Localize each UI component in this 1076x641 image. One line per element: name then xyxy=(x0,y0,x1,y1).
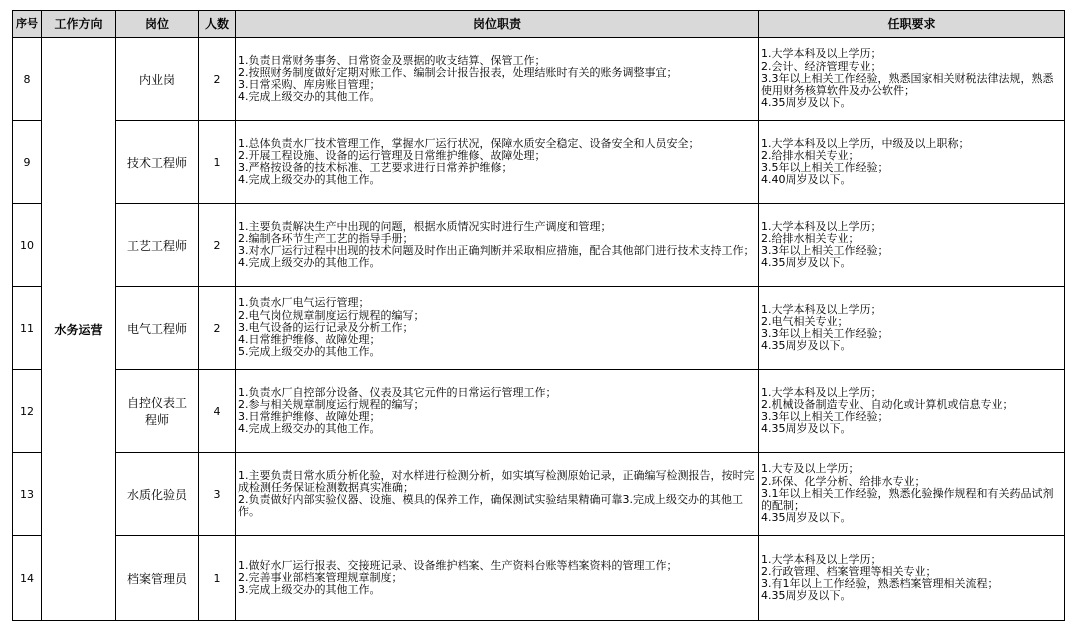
requirement-line: 2.机械设备制造专业、自动化或计算机或信息专业； xyxy=(761,397,1014,411)
duty-line: 3.日常维护维修、故障处理； xyxy=(238,410,381,423)
duty-line: 2.完善事业部档案管理规章制度； xyxy=(238,570,403,584)
row-duties xyxy=(236,121,759,204)
row-duties xyxy=(236,453,759,536)
requirement-line: 3.3年以上相关工作经验； xyxy=(761,244,889,257)
duty-line: 3.对水厂运行过程中出现的技术问题及时作出正确判断并采取相应措施，配合其他部门进行技术支持工作； xyxy=(238,244,755,257)
duty-line: 1.主要负责日常水质分析化验，对水样进行检测分析，如实填写检测原始记录，正确编写检测报告，按时完成检测任务保证检测数据真实准确； xyxy=(238,468,755,494)
duty-line: 1.负责水厂电气运行管理； xyxy=(238,296,370,310)
requirement-line: 2.行政管理、档案管理等相关专业； xyxy=(761,564,937,578)
requirement-line: 4.35周岁及以下。 xyxy=(761,96,852,110)
requirement-line: 1.大学本科及以上学历； xyxy=(761,385,882,399)
requirement-line: 3.3年以上相关工作经验； xyxy=(761,327,889,340)
requirement-line: 1.大学本科及以上学历； xyxy=(761,552,882,566)
requirement-line: 1.大专及以上学历； xyxy=(761,462,860,476)
row-requirements xyxy=(759,536,1065,621)
duty-line: 1.主要负责解决生产中出现的问题，根据水质情况实时进行生产调度和管理； xyxy=(238,219,612,233)
row-index: 10 xyxy=(13,204,42,287)
header-direction: 工作方向 xyxy=(42,11,116,38)
row-position: 内业岗 xyxy=(116,38,199,121)
recruitment-table xyxy=(12,10,1065,621)
requirement-line: 3.3年以上相关工作经验，熟悉国家相关财税法律法规，熟悉使用财务核算软件及办公软件； xyxy=(761,71,1054,98)
requirement-line: 2.电气相关专业； xyxy=(761,314,849,328)
row-index: 13 xyxy=(13,453,42,536)
table-row xyxy=(13,204,1065,287)
duty-line: 4.完成上级交办的其他工作。 xyxy=(238,173,381,187)
header-position: 岗位 xyxy=(116,11,199,38)
row-index: 12 xyxy=(13,370,42,453)
row-position: 水质化验员 xyxy=(116,453,199,536)
row-count: 2 xyxy=(199,287,236,370)
row-duties xyxy=(236,204,759,287)
row-index: 8 xyxy=(13,38,42,121)
requirement-line: 3.1年以上相关工作经验，熟悉化验操作规程和有关药品试剂的配制； xyxy=(761,486,1054,513)
duty-line: 1.负责水厂自控部分设备、仪表及其它元件的日常运行管理工作； xyxy=(238,385,557,399)
requirement-line: 4.35周岁及以下。 xyxy=(761,339,852,353)
requirement-line: 1.大学本科及以上学历，中级及以上职称； xyxy=(761,136,970,150)
duty-line: 4.日常维护维修、故障处理； xyxy=(238,333,381,347)
requirement-line: 3.5年以上相关工作经验； xyxy=(761,161,889,174)
row-position: 自控仪表工程师 xyxy=(116,370,199,453)
row-index: 9 xyxy=(13,121,42,204)
row-duties xyxy=(236,536,759,621)
row-requirements xyxy=(759,287,1065,370)
table-row xyxy=(13,370,1065,453)
row-duties xyxy=(236,38,759,121)
duty-line: 2.开展工程设施、设备的运行管理及日常维护维修、故障处理； xyxy=(238,148,546,162)
row-duties xyxy=(236,287,759,370)
duty-line: 1.做好水厂运行报表、交接班记录、设备维护档案、生产资料台账等档案资料的管理工作； xyxy=(238,558,678,572)
duty-line: 3.日常采购、库房账目管理； xyxy=(238,78,381,91)
row-requirements xyxy=(759,204,1065,287)
requirement-line: 4.35周岁及以下。 xyxy=(761,511,852,525)
duty-line: 5.完成上级交办的其他工作。 xyxy=(238,345,381,359)
duty-line: 3.电气设备的运行记录及分析工作； xyxy=(238,320,414,334)
table-body xyxy=(13,38,1065,621)
requirement-line: 2.给排水相关专业； xyxy=(761,148,860,162)
requirement-line: 4.40周岁及以下。 xyxy=(761,173,852,187)
table-row xyxy=(13,287,1065,370)
requirement-line: 1.大学本科及以上学历； xyxy=(761,302,882,316)
duty-line: 4.完成上级交办的其他工作。 xyxy=(238,422,381,436)
header-index: 序号 xyxy=(13,11,42,38)
table-row xyxy=(13,536,1065,621)
duty-line: 2.参与相关规章制度运行规程的编写； xyxy=(238,397,425,411)
duty-line: 1.总体负责水厂技术管理工作，掌握水厂运行状况，保障水质安全稳定、设备安全和人员安全； xyxy=(238,136,700,150)
duty-line: 3.严格按设备的技术标准、工艺要求进行日常养护维修； xyxy=(238,161,513,174)
row-count: 2 xyxy=(199,204,236,287)
row-position: 技术工程师 xyxy=(116,121,199,204)
header-duties: 岗位职责 xyxy=(236,11,759,38)
row-count: 3 xyxy=(199,453,236,536)
requirement-line: 1.大学本科及以上学历； xyxy=(761,47,882,61)
row-requirements xyxy=(759,121,1065,204)
work-direction-cell: 水务运营 xyxy=(42,38,116,621)
row-count: 1 xyxy=(199,536,236,621)
duty-line: 4.完成上级交办的其他工作。 xyxy=(238,90,381,104)
row-requirements xyxy=(759,370,1065,453)
row-index: 14 xyxy=(13,536,42,621)
duty-line: 2.编制各环节生产工艺的指导手册； xyxy=(238,231,414,245)
row-position: 工艺工程师 xyxy=(116,204,199,287)
duty-line: 2.负责做好内部实验仪器、设施、模具的保养工作，确保测试实验结果精确可靠3.完成上级交办的其他工作。 xyxy=(238,493,743,519)
table-row xyxy=(13,453,1065,536)
duty-line: 3.完成上级交办的其他工作。 xyxy=(238,583,381,597)
duty-line: 2.按照财务制度做好定期对账工作、编制会计报告报表，处理结账时有关的账务调整事宜； xyxy=(238,65,678,79)
requirement-line: 1.大学本科及以上学历； xyxy=(761,219,882,233)
header-count: 人数 xyxy=(199,11,236,38)
row-count: 4 xyxy=(199,370,236,453)
row-index: 11 xyxy=(13,287,42,370)
recruitment-table-wrapper xyxy=(12,10,1064,621)
row-count: 2 xyxy=(199,38,236,121)
table-row xyxy=(13,38,1065,121)
requirement-line: 2.给排水相关专业； xyxy=(761,231,860,245)
table-row xyxy=(13,121,1065,204)
header-row xyxy=(13,11,1065,38)
requirement-line: 3.有1年以上工作经验，熟悉档案管理相关流程； xyxy=(761,577,999,590)
row-count: 1 xyxy=(199,121,236,204)
requirement-line: 4.35周岁及以下。 xyxy=(761,589,852,603)
requirement-line: 3.3年以上相关工作经验； xyxy=(761,410,889,423)
requirement-line: 2.环保、化学分析、给排水专业； xyxy=(761,474,926,488)
requirement-line: 2.会计、经济管理专业； xyxy=(761,59,882,73)
duty-line: 1.负责日常财务事务、日常资金及票据的收支结算、保管工作； xyxy=(238,53,546,67)
row-duties xyxy=(236,370,759,453)
duty-line: 2.电气岗位规章制度运行规程的编写； xyxy=(238,308,425,322)
row-requirements xyxy=(759,453,1065,536)
requirement-line: 4.35周岁及以下。 xyxy=(761,256,852,270)
requirement-line: 4.35周岁及以下。 xyxy=(761,422,852,436)
row-requirements xyxy=(759,38,1065,121)
duty-line: 4.完成上级交办的其他工作。 xyxy=(238,256,381,270)
row-position: 电气工程师 xyxy=(116,287,199,370)
header-requirements: 任职要求 xyxy=(759,11,1065,38)
row-position: 档案管理员 xyxy=(116,536,199,621)
